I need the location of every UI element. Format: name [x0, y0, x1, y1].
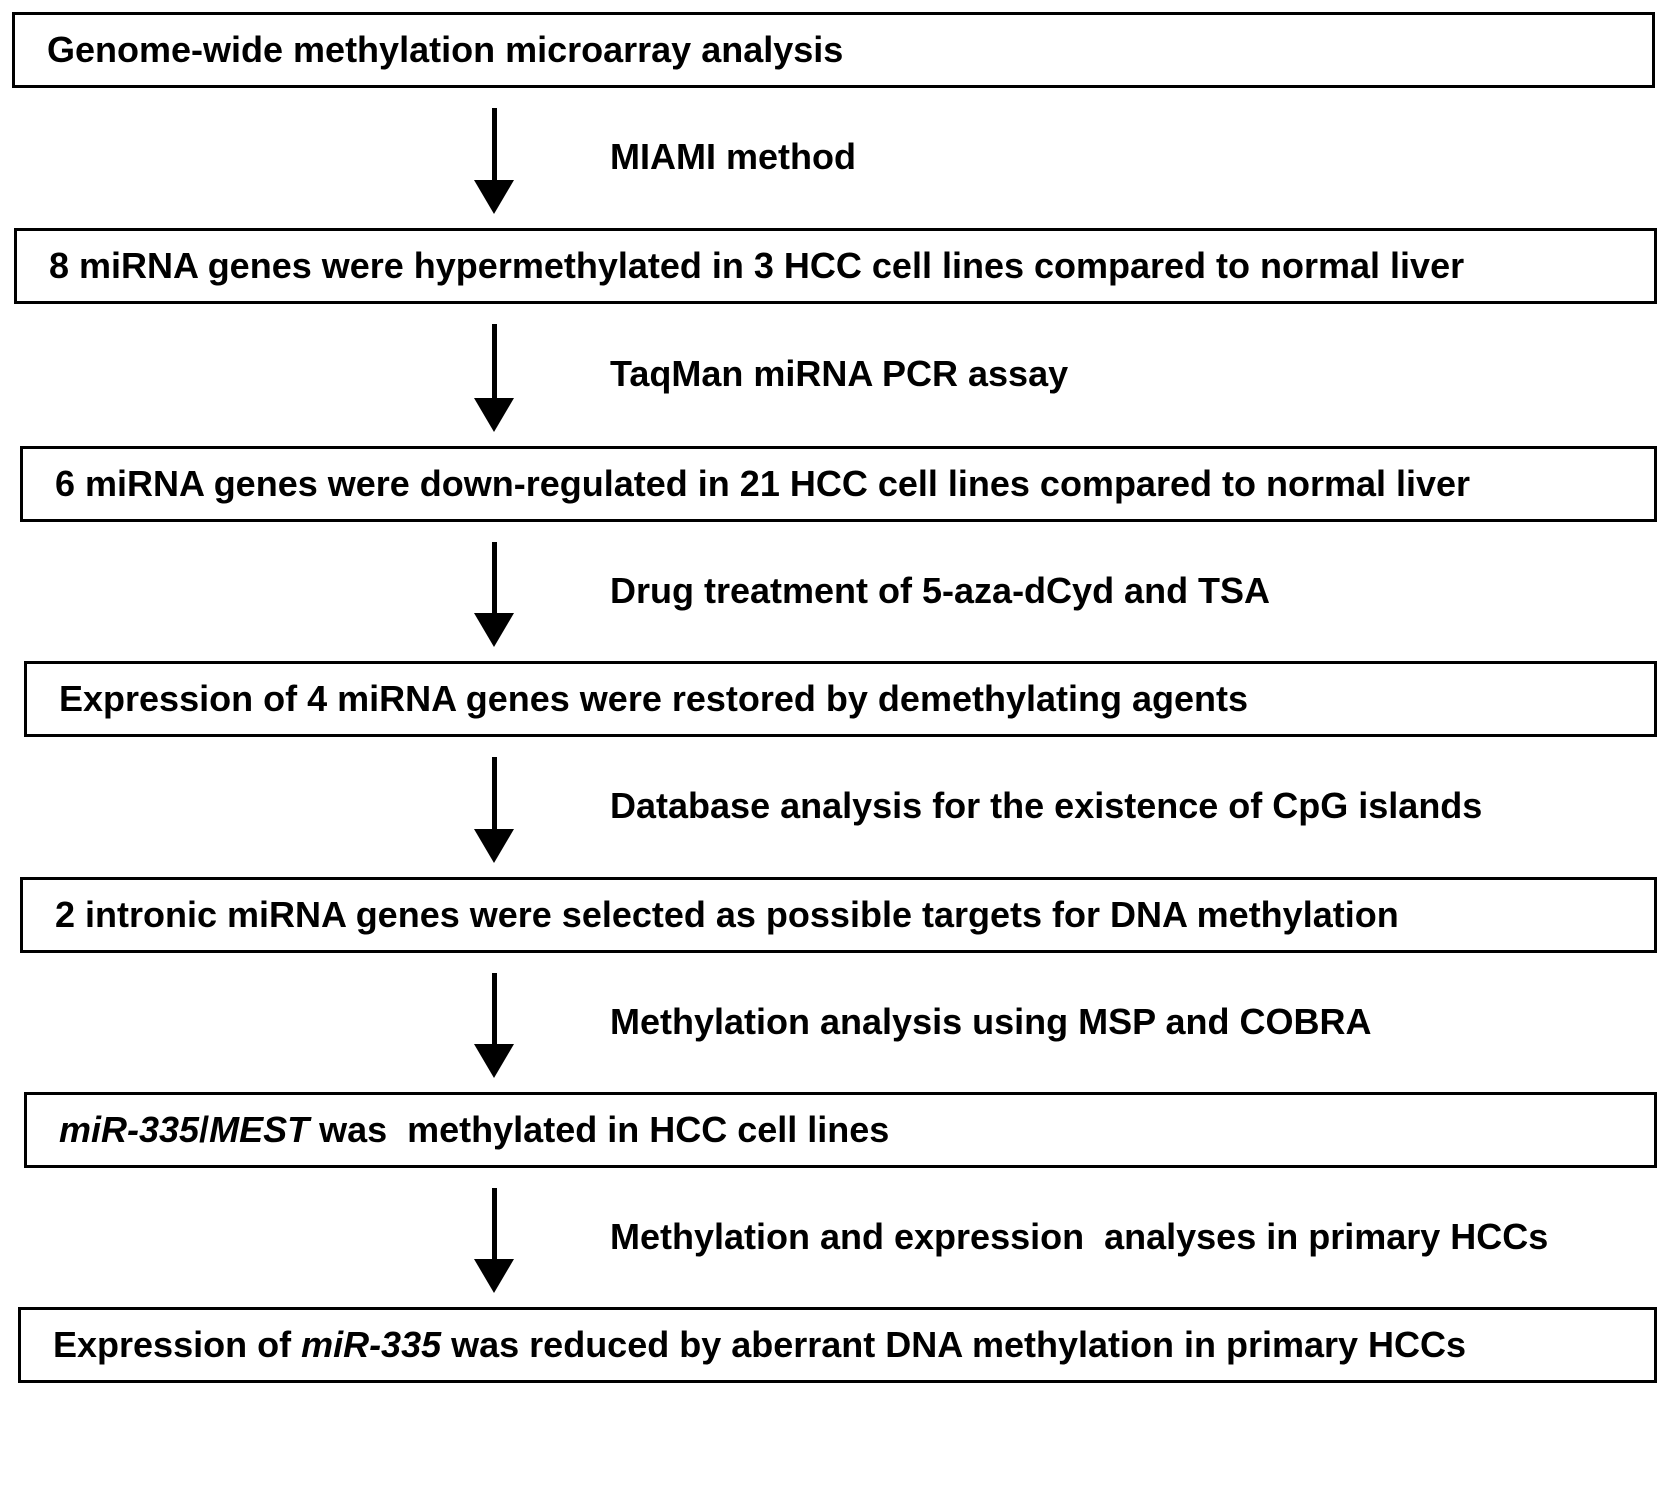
down-arrow-icon	[474, 324, 514, 432]
text-segment: 8 miRNA genes were hypermethylated in 3 HCC cell lines compared to normal liver	[49, 245, 1465, 286]
method-step-label: Methylation analysis using MSP and COBRA	[610, 1000, 1372, 1042]
flowchart-step-box	[24, 661, 1657, 737]
flowchart-step-box	[14, 228, 1657, 304]
method-step-label: Methylation and expression analyses in primary HCCs	[610, 1215, 1549, 1257]
flowchart-step-box	[24, 1092, 1657, 1168]
gene-name-italic: MEST	[209, 1109, 310, 1150]
text-segment: /	[199, 1109, 210, 1150]
step-box-text	[55, 894, 1399, 936]
flowchart-step-box	[18, 1307, 1657, 1383]
step-box-text	[55, 463, 1470, 505]
text-segment: 2 intronic miRNA genes were selected as possible targets for DNA methylation	[55, 894, 1399, 935]
step-box-text	[59, 678, 1248, 720]
flowchart-step-box	[20, 446, 1657, 522]
text-segment: was methylated in HCC cell lines	[309, 1109, 890, 1150]
gene-name-italic: miR-335	[59, 1109, 200, 1150]
text-segment: was reduced by aberrant DNA methylation in primary HCCs	[441, 1324, 1467, 1365]
text-segment: Expression of 4 miRNA genes were restored by demethylating agents	[59, 678, 1249, 719]
method-step-label: MIAMI method	[610, 136, 856, 177]
method-step-label: TaqMan miRNA PCR assay	[610, 353, 1069, 394]
text-segment: 6 miRNA genes were down-regulated in 21 HCC cell lines compared to normal liver	[55, 463, 1471, 504]
step-box-text	[59, 1109, 889, 1151]
down-arrow-icon	[474, 973, 514, 1078]
down-arrow-icon	[474, 1188, 514, 1293]
text-segment: Genome-wide methylation microarray analysis	[47, 29, 844, 70]
step-box-text	[53, 1324, 1466, 1366]
flowchart-step-box	[20, 877, 1657, 953]
flowchart-step-box	[12, 12, 1655, 88]
step-box-text	[49, 245, 1464, 287]
down-arrow-icon	[474, 542, 514, 647]
down-arrow-icon	[474, 757, 514, 863]
gene-name-italic: miR-335	[301, 1324, 442, 1365]
text-segment: Expression of	[53, 1324, 302, 1365]
method-step-label: Database analysis for the existence of CpG islands	[610, 785, 1483, 826]
down-arrow-icon	[474, 108, 514, 214]
method-step-label: Drug treatment of 5-aza-dCyd and TSA	[610, 569, 1271, 611]
step-box-text	[47, 29, 843, 71]
